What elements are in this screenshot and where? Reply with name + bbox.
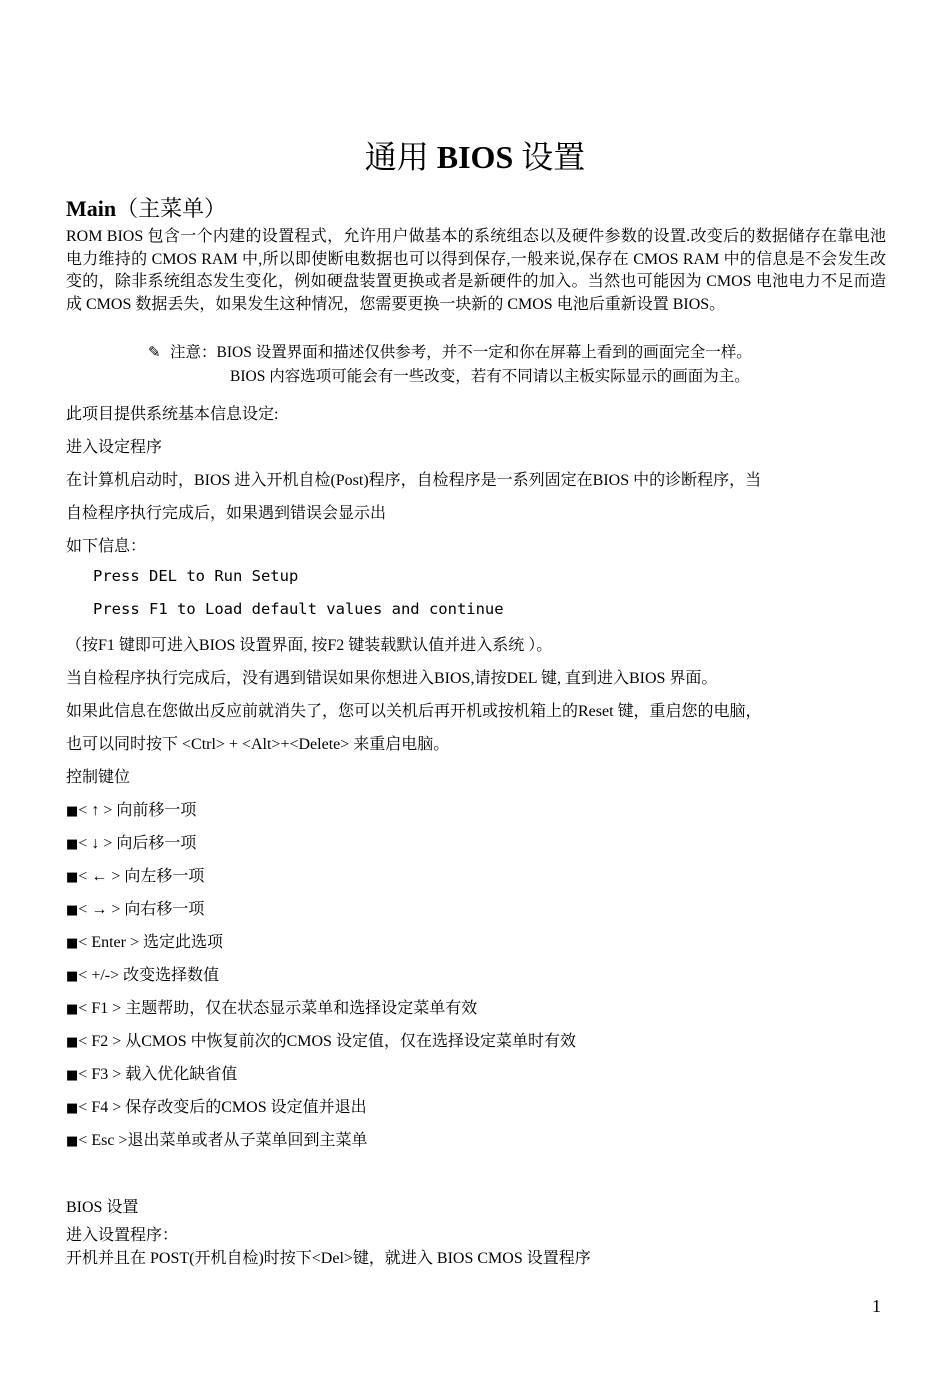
main-heading-bold: Main	[66, 196, 117, 221]
code-line: Press F1 to Load default values and continue	[93, 600, 504, 618]
text-line: 当自检程序执行完成后，没有遇到错误如果你想进入BIOS,请按DEL 键, 直到进入BIOS 界面。	[66, 670, 718, 687]
bullet-square-icon: ■	[66, 1002, 79, 1017]
list-item: ■< F1 > 主题帮助，仅在状态显示菜单和选择设定菜单有效	[66, 1000, 478, 1017]
section-heading: BIOS 设置	[66, 1199, 139, 1216]
list-item: ■< ↑ > 向前移一项	[66, 802, 197, 819]
main-heading-rest: （主菜单）	[116, 196, 227, 221]
text-line: 也可以同时按下 <Ctrl> + <Alt>+<Delete> 来重启电脑。	[66, 736, 450, 753]
code-line: Press DEL to Run Setup	[93, 567, 299, 585]
text-line: 在计算机启动时，BIOS 进入开机自检(Post)程序，自检程序是一系列固定在BIOS 中的诊断程序，当	[66, 472, 762, 489]
list-item: ■< ← > 向左移一项	[66, 868, 205, 885]
page-title	[0, 132, 950, 178]
title-prefix: 通用	[364, 139, 437, 175]
bullet-square-icon: ■	[66, 1101, 79, 1116]
bullet-square-icon: ■	[66, 1068, 79, 1083]
list-item: ■< Esc >退出菜单或者从子菜单回到主菜单	[66, 1132, 368, 1149]
text-line: 自检程序执行完成后，如果遇到错误会显示出	[66, 505, 387, 522]
title-suffix: 设置	[513, 139, 586, 175]
bullet-square-icon: ■	[66, 936, 79, 951]
intro-paragraph: ROM BIOS 包含一个内建的设置程式，允许用户做基本的系统组态以及硬件参数的设置.改变后的数据储存在靠电池电力维持的 CMOS RAM 中,所以即使断电数据也可以得到保存,一般来说,保存在 CMOS RAM 中的信息是不会发生改变的，除非系统组态发生变化，例如硬盘装置更换或者是新硬件的加入。当然也可能因为 CMOS 电池电力不足而造成 CMOS 数据丢失，如果发生这种情况，您需要更换一块新的 CMOS 电池后重新设置 BIOS。	[66, 228, 886, 313]
title-bios: BIOS	[436, 139, 514, 175]
list-item: ■< F3 > 载入优化缺省值	[66, 1066, 238, 1083]
text-line: 开机并且在 POST(开机自检)时按下<Del>键，就进入 BIOS CMOS 设置程序	[66, 1250, 591, 1267]
bullet-square-icon: ■	[66, 837, 79, 852]
bullet-square-icon: ■	[66, 1035, 79, 1050]
text-line: 进入设置程序：	[66, 1227, 179, 1244]
list-item: ■< Enter > 选定此选项	[66, 934, 223, 951]
bullet-square-icon: ■	[66, 969, 79, 984]
text-line: 如下信息：	[66, 538, 147, 555]
text-line: 此项目提供系统基本信息设定:	[66, 406, 279, 423]
text-line: （按F1 键即可进入BIOS 设置界面, 按F2 键装载默认值并进入系统 ）。	[66, 637, 553, 654]
list-item: ■< +/-> 改变选择数值	[66, 967, 220, 984]
bullet-square-icon: ■	[66, 804, 79, 819]
note-line-2: BIOS 内容选项可能会有一些改变，若有不同请以主板实际显示的画面为主。	[230, 368, 750, 385]
note-line-1: ✎ 注意：BIOS 设置界面和描述仅供参考，并不一定和你在屏幕上看到的画面完全一样。	[148, 341, 752, 365]
note-block	[148, 341, 752, 389]
page-number: 1	[872, 1296, 881, 1316]
text-line: 如果此信息在您做出反应前就消失了，您可以关机后再开机或按机箱上的Reset 键，重启您的电脑，	[66, 703, 762, 720]
list-item: ■< F4 > 保存改变后的CMOS 设定值并退出	[66, 1099, 367, 1116]
main-menu-heading	[66, 192, 226, 223]
bullet-square-icon: ■	[66, 870, 79, 885]
list-item: ■< → > 向右移一项	[66, 901, 205, 918]
list-item: ■< F2 > 从CMOS 中恢复前次的CMOS 设定值，仅在选择设定菜单时有效	[66, 1033, 576, 1050]
bullet-square-icon: ■	[66, 1134, 79, 1149]
text-line: 控制键位	[66, 769, 131, 786]
pencil-icon: ✎	[148, 345, 161, 361]
text-line: 进入设定程序	[66, 439, 163, 456]
list-item: ■< ↓ > 向后移一项	[66, 835, 197, 852]
bullet-square-icon: ■	[66, 903, 79, 918]
